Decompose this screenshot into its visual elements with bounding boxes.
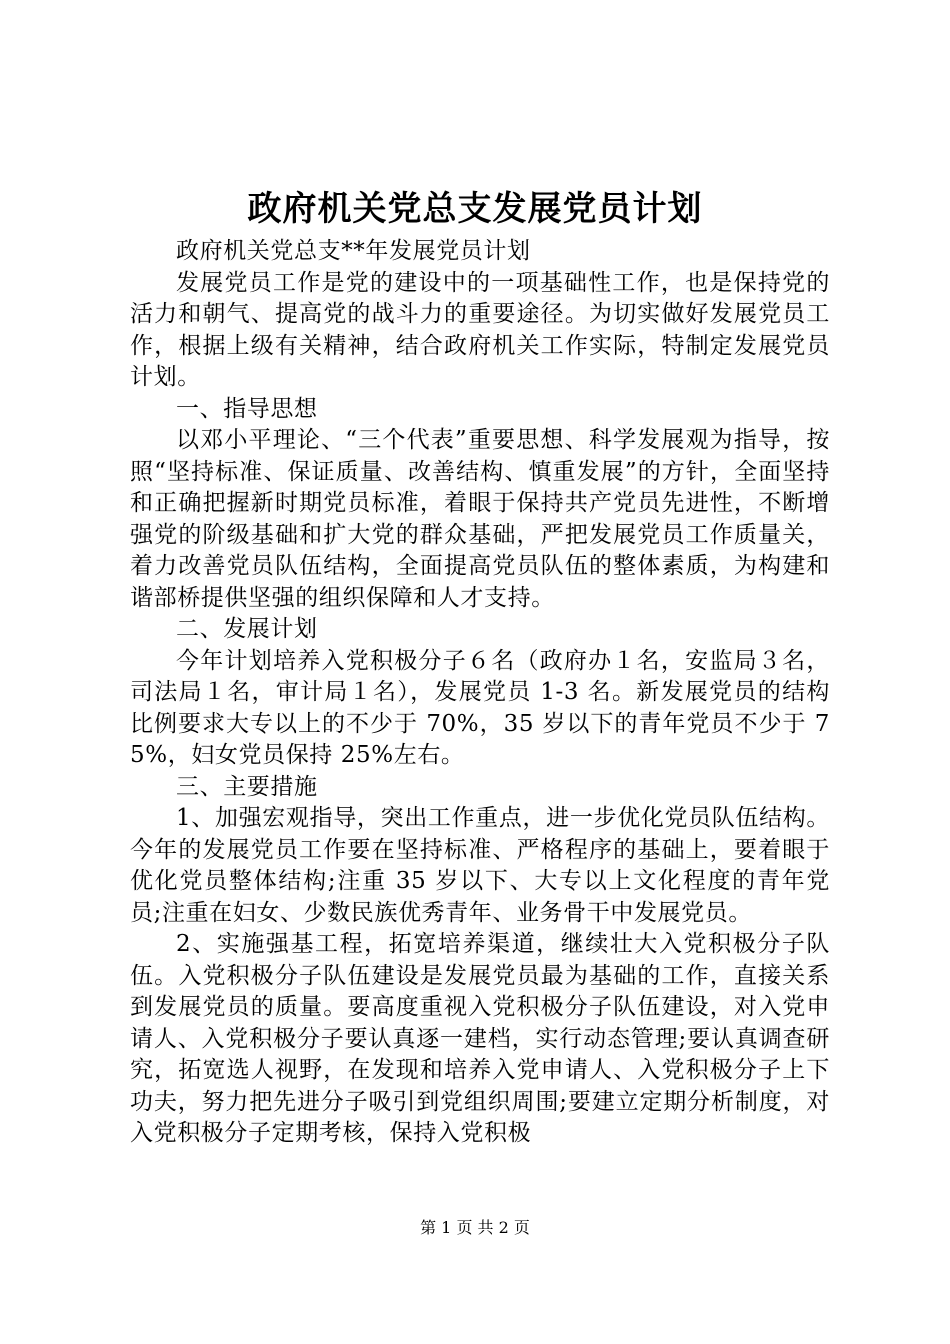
section-heading-development-plan: 二、发展计划 [176, 616, 318, 642]
section-heading-guiding-ideology: 一、指导思想 [176, 395, 318, 422]
document-title: 政府机关党总支发展党员计划 [247, 189, 703, 229]
paragraph-intro: 发展党员工作是党的建设中的一项基础性工作，也是保持党的活力和朝气、提高党的战斗力的重要途径。为切实做好发展党员工作，根据上级有关精神，结合政府机关工作实际，特制定发展党员计划。 [130, 269, 830, 390]
document-body [130, 236, 830, 1150]
paragraph-measure-1: 1、加强宏观指导，突出工作重点，进一步优化党员队伍结构。今年的发展党员工作要在坚持标准、严格程序的基础上，要着眼于优化党员整体结构;注重 35 岁以下、大专以上文化程度的青年党员;注重在妇女、少数民族优秀青年、业务骨干中发展党员。 [130, 805, 830, 926]
paragraph-subtitle: 政府机关党总支**年发展党员计划 [176, 238, 531, 264]
section-heading-main-measures: 三、主要措施 [176, 773, 318, 800]
paragraph-guiding-ideology: 以邓小平理论、“三个代表”重要思想、科学发展观为指导，按照“坚持标准、保证质量、改善结构、慎重发展”的方针，全面坚持和正确把握新时期党员标准，着眼于保持共产党员先进性，不断增强党的阶级基础和扩大党的群众基础，严把发展党员工作质量关，着力改善党员队伍结构，全面提高党员队伍的整体素质，为构建和谐部桥提供坚强的组织保障和人才支持。 [130, 427, 830, 611]
paragraph-development-plan: 今年计划培养入党积极分子６名（政府办１名，安监局３名，司法局１名，审计局１名），发展党员 1-3 名。新发展党员的结构比例要求大专以上的不少于 70%，35 岁以下的青年党员不少于 75%，妇女党员保持 25%左右。 [130, 647, 830, 768]
page-indicator: 第 1 页 共 2 页 [420, 1218, 530, 1237]
paragraph-measure-2: 2、实施强基工程，拓宽培养渠道，继续壮大入党积极分子队伍。入党积极分子队伍建设是发展党员最为基础的工作，直接关系到发展党员的质量。要高度重视入党积极分子队伍建设，对入党申请人、入党积极分子要认真逐一建档，实行动态管理;要认真调查研究，拓宽选人视野，在发现和培养入党申请人、入党积极分子上下功夫，努力把先进分子吸引到党组织周围;要建立定期分析制度，对入党积极分子定期考核，保持入党积极 [130, 931, 830, 1146]
